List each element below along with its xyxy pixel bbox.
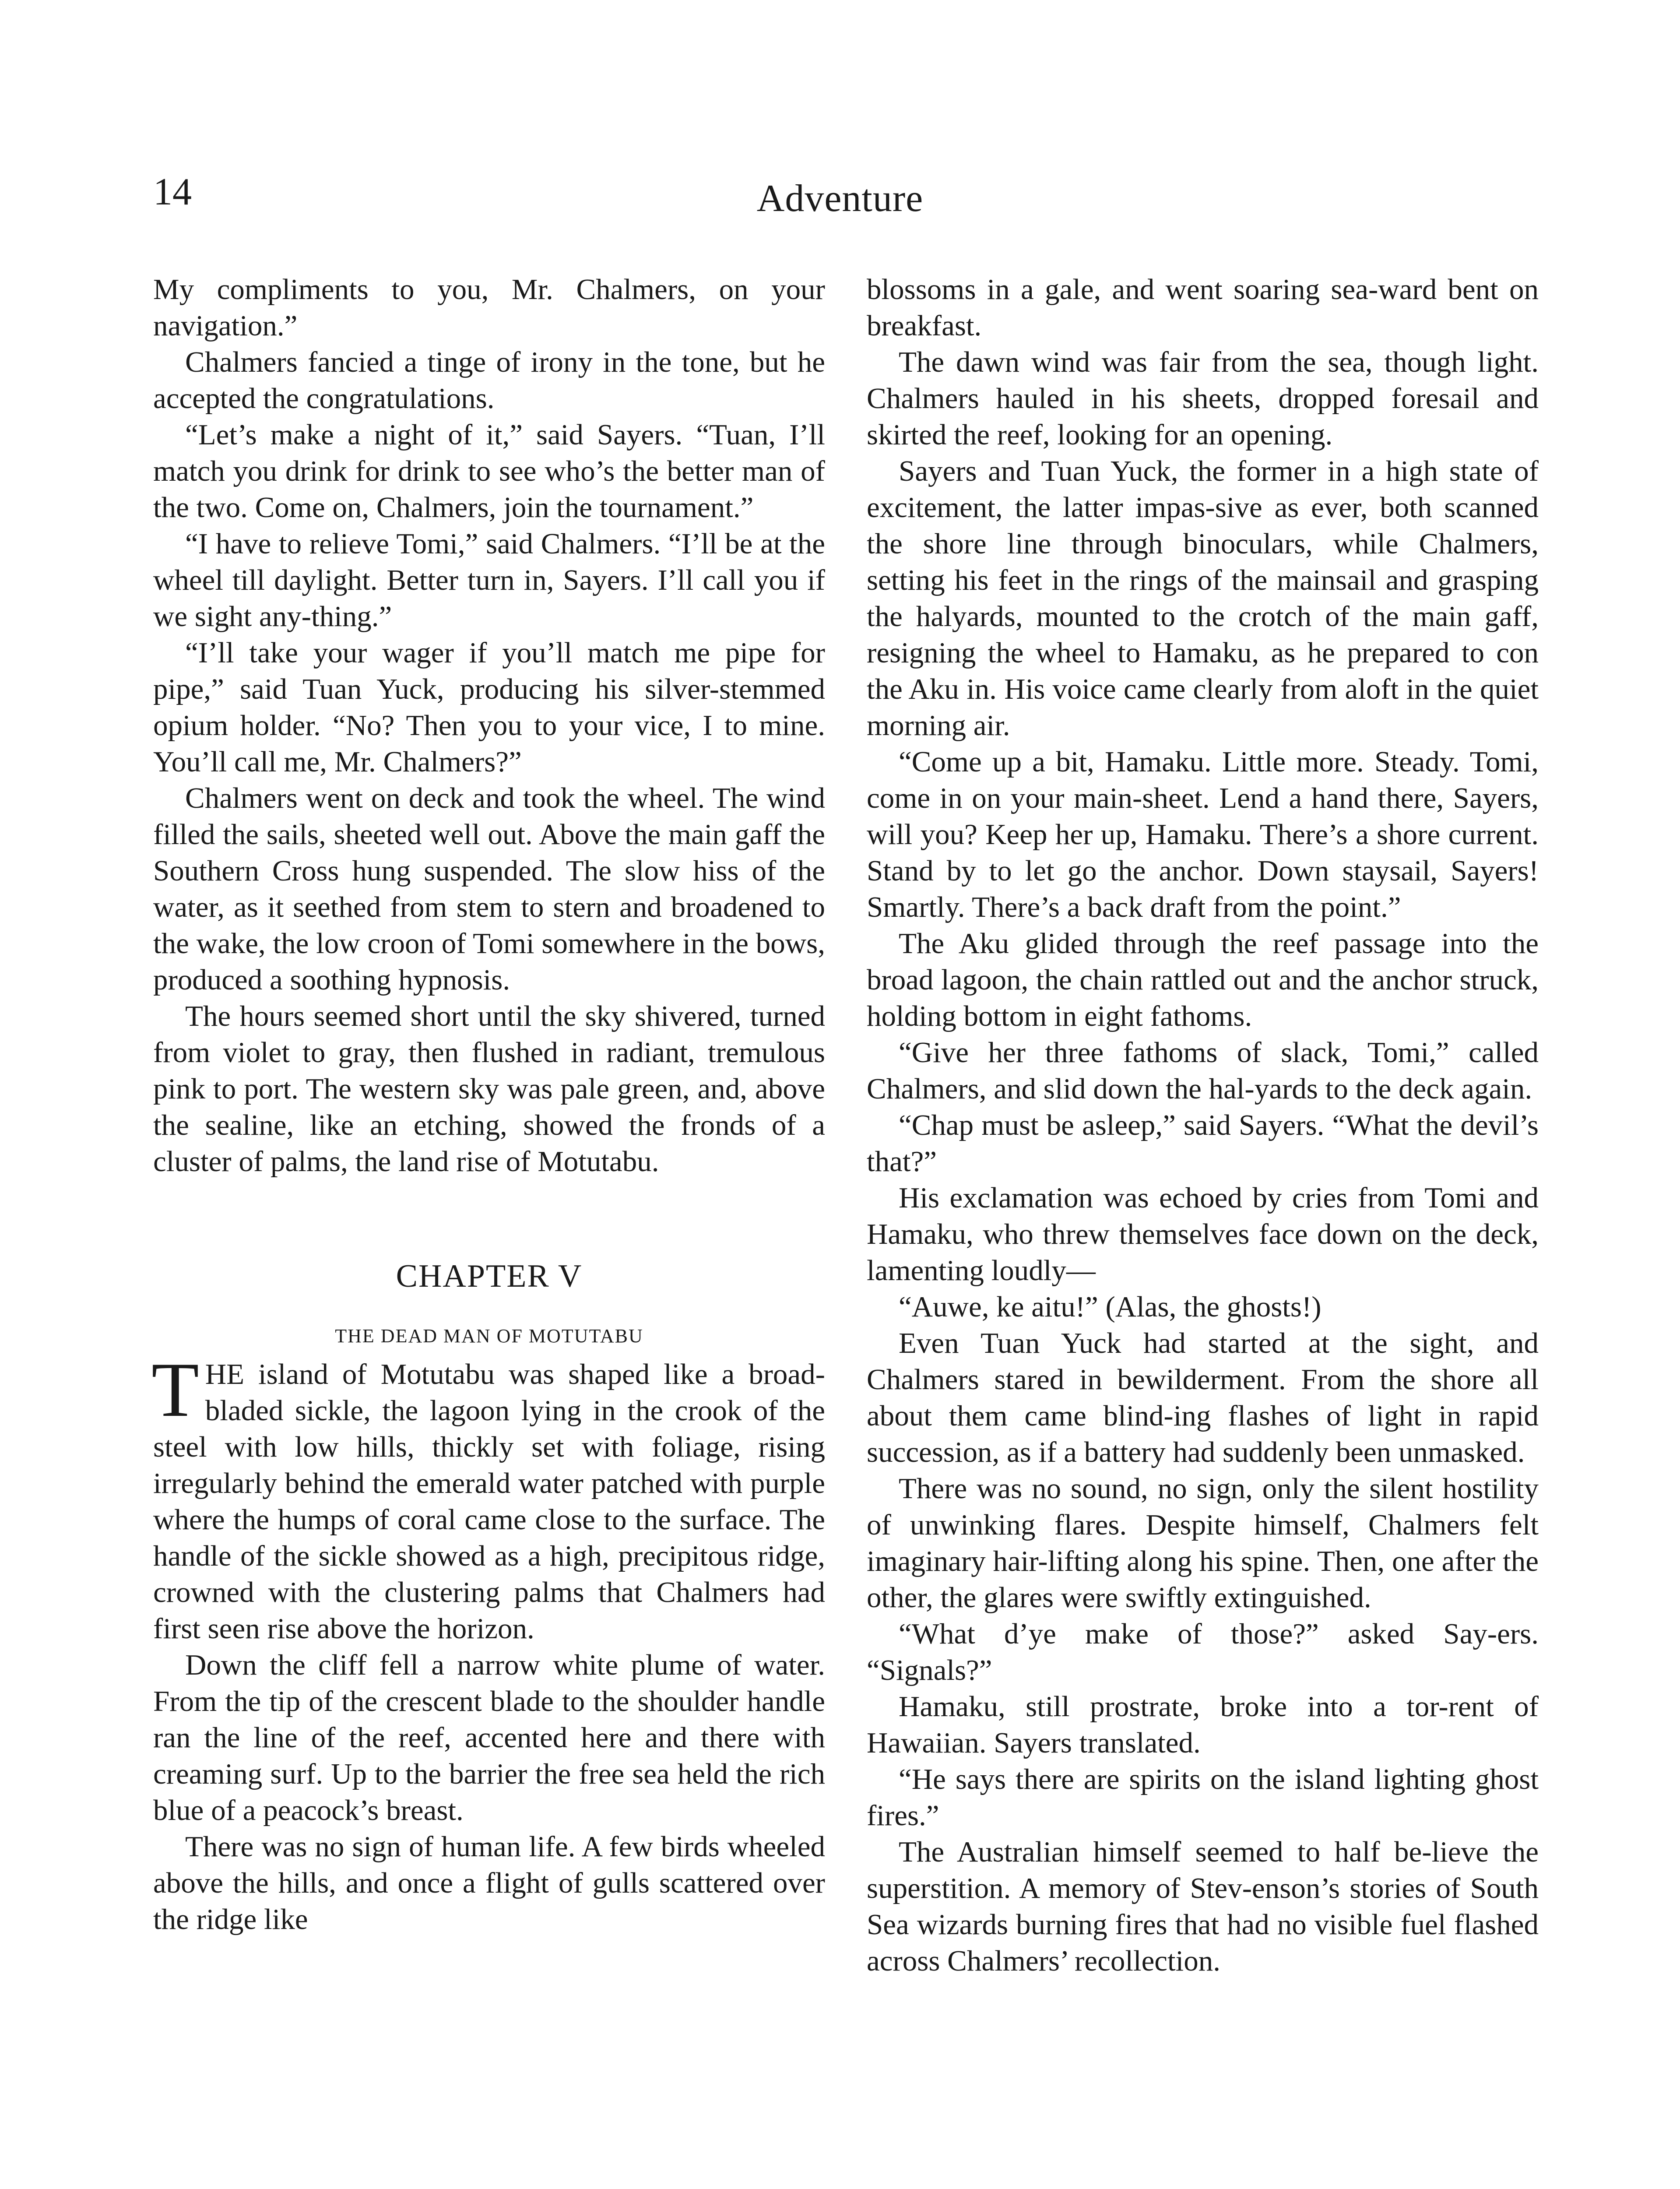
paragraph: There was no sound, no sign, only the silent hostility of unwinking flares. Despite himself, Chalmers felt imaginary hair-lifting along his spine. Then, one after the other, the glares were swiftly extinguished. xyxy=(867,1472,1539,1614)
paragraph: “Auwe, ke aitu!” (Alas, the ghosts!) xyxy=(899,1291,1322,1323)
paragraph: The Aku glided through the reef passage into the broad lagoon, the chain rattled out and the anchor struck, holding bottom in eight fathoms. xyxy=(867,927,1539,1032)
drop-cap: T xyxy=(151,1346,199,1433)
paragraph: Even Tuan Yuck had started at the sight, and Chalmers stared in bewilderment. From the shore all about them came blind-ing flashes of light in rapid succession, as if a battery had suddenly been unmasked. xyxy=(867,1327,1539,1468)
paragraph: “He says there are spirits on the island lighting ghost fires.” xyxy=(867,1763,1539,1832)
running-head-title: Adventure xyxy=(756,177,924,220)
paragraph: Down the cliff fell a narrow white plume of water. From the tip of the crescent blade to the shoulder handle ran the line of the reef, accented here and there with creaming surf. Up to the barrier the free sea held the rich blue of a peacock’s breast. xyxy=(153,1649,825,1827)
paragraph: The hours seemed short until the sky shivered, turned from violet to gray, then flushed in radiant, tremulous pink to port. The western sky was pale green, and, above the sealine, like an etching, showed the fronds of a cluster of palms, the land rise of Motutabu. xyxy=(153,1000,825,1178)
paragraph: His exclamation was echoed by cries from Tomi and Hamaku, who threw themselves face down on the deck, lamenting loudly— xyxy=(867,1182,1539,1287)
paragraph: The Australian himself seemed to half be-lieve the superstition. A memory of Stev-enson’s stories of South Sea wizards burning fires that had no visible fuel flashed across Chalmers’ recollection. xyxy=(867,1836,1539,1977)
paragraph: Chalmers went on deck and took the wheel. The wind filled the sails, sheeted well out. Above the main gaff the Southern Cross hung suspended. The slow hiss of the water, as it seethed from stem to stern and broadened to the wake, the low croon of Tomi somewhere in the bows, produced a soothing hypnosis. xyxy=(153,782,825,996)
right-column xyxy=(867,271,1539,1979)
opening-text: HE island of Motutabu was shaped like a broad-bladed sickle, the lagoon lying in the crook of the steel with low hills, thickly set with foliage, rising irregularly behind the emerald water patched with purple where the humps of coral came close to the surface. The handle of the sickle showed as a high, precipitous ridge, crowned with the clustering palms that Chalmers had first seen rise above the horizon. xyxy=(153,1358,825,1645)
paragraph: “Come up a bit, Hamaku. Little more. Steady. Tomi, come in on your main-sheet. Lend a hand there, Sayers, will you? Keep her up, Hamaku. There’s a shore current. Stand by to let go the anchor. Down staysail, Sayers! Smartly. There’s a back draft from the point.” xyxy=(867,746,1539,923)
chapter-subtitle: THE DEAD MAN OF MOTUTABU xyxy=(335,1325,643,1347)
left-column xyxy=(153,271,825,1938)
left-paragraphs-before xyxy=(153,271,825,1180)
paragraph: blossoms in a gale, and went soaring sea-ward bent on breakfast. xyxy=(867,273,1539,342)
paragraph: The dawn wind was fair from the sea, though light. Chalmers hauled in his sheets, dropped foresail and skirted the reef, looking for an opening. xyxy=(867,346,1539,451)
right-paragraphs xyxy=(867,271,1539,1979)
paragraph: Hamaku, still prostrate, broke into a tor-rent of Hawaiian. Sayers translated. xyxy=(867,1690,1539,1759)
left-paragraphs-after xyxy=(153,1647,825,1938)
paragraph: “What d’ye make of those?” asked Say-ers. “Signals?” xyxy=(867,1618,1539,1686)
paragraph: “I’ll take your wager if you’ll match me pipe for pipe,” said Tuan Yuck, producing his silver-stemmed opium holder. “No? Then you to your vice, I to mine. You’ll call me, Mr. Chalmers?” xyxy=(153,637,825,778)
page-number: 14 xyxy=(153,171,192,213)
paragraph: “Let’s make a night of it,” said Sayers. “Tuan, I’ll match you drink for drink to see who’s the better man of the two. Come on, Chalmers, join the tournament.” xyxy=(153,419,825,524)
paragraph: There was no sign of human life. A few birds wheeled above the hills, and once a flight of gulls scattered over the ridge like xyxy=(153,1830,825,1936)
paragraph: “I have to relieve Tomi,” said Chalmers. “I’ll be at the wheel till daylight. Better turn in, Sayers. I’ll call you if we sight any-thing.” xyxy=(153,528,825,633)
paragraph: “Give her three fathoms of slack, Tomi,” called Chalmers, and slid down the hal-yards to the deck again. xyxy=(867,1036,1539,1105)
paragraph: “Chap must be asleep,” said Sayers. “What the devil’s that?” xyxy=(867,1109,1539,1178)
paragraph: Chalmers fancied a tinge of irony in the tone, but he accepted the congratulations. xyxy=(153,346,825,415)
chapter-opening-paragraph xyxy=(151,1346,825,1647)
paragraph: My compliments to you, Mr. Chalmers, on your navigation.” xyxy=(153,273,825,342)
paragraph: Sayers and Tuan Yuck, the former in a high state of excitement, the latter impas-sive as ever, both scanned the shore line through binoculars, while Chalmers, setting his feet in the rings of the mainsail and grasping the halyards, mounted to the crotch of the main gaff, resigning the wheel to Hamaku, as he prepared to con the Aku in. His voice came clearly from aloft in the quiet morning air. xyxy=(867,455,1539,742)
chapter-title: CHAPTER V xyxy=(396,1258,583,1294)
